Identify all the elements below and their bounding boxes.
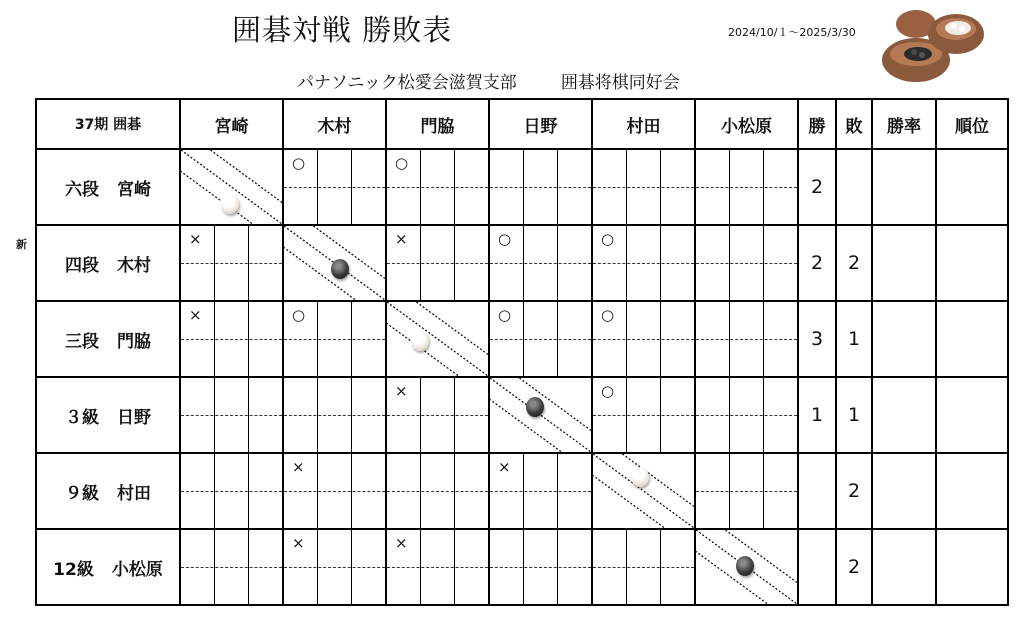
- player-name: 村田: [117, 483, 151, 504]
- game-result-mark: [763, 454, 797, 491]
- diagonal-hatch: [593, 454, 694, 528]
- game-result-mark: [351, 454, 385, 491]
- game-result-mark: [627, 150, 661, 187]
- losses-count: 1: [836, 377, 872, 453]
- game-result-mark: [557, 530, 591, 567]
- game-result-mark: [730, 302, 764, 339]
- game-result-mark: [660, 150, 694, 187]
- season-period: 2024/10/１～2025/3/30: [728, 26, 856, 39]
- game-result-mark: ○: [498, 230, 512, 248]
- game-result-mark: ○: [498, 306, 512, 324]
- self-match-cell: [386, 301, 489, 377]
- game-result-mark: [593, 530, 627, 567]
- game-result-mark: ×: [292, 458, 305, 476]
- game-cell: [283, 529, 386, 605]
- player-name-cell: [36, 529, 180, 605]
- game-result-mark: ×: [395, 230, 408, 248]
- wins-count: [798, 529, 836, 605]
- col-opponent-miyazaki: 宮崎: [180, 99, 283, 149]
- win-rate-value: [872, 453, 936, 529]
- game-result-mark: [660, 378, 694, 415]
- rank-position-value: [936, 529, 1008, 605]
- game-result-mark: [421, 378, 455, 415]
- game-cell: [283, 453, 386, 529]
- game-result-mark: [215, 530, 249, 567]
- black-stone-icon: [331, 259, 349, 279]
- rank-position-value: [936, 301, 1008, 377]
- white-stone-icon: [631, 467, 649, 487]
- game-cell: [695, 453, 798, 529]
- game-result-mark: [181, 454, 215, 491]
- col-position: 順位: [936, 99, 1008, 149]
- game-result-mark: [248, 530, 282, 567]
- group-name: 囲碁将棋同好会: [560, 73, 680, 93]
- game-result-mark: [454, 378, 488, 415]
- diagonal-hatch: [490, 378, 591, 452]
- new-member-note: 新: [16, 238, 27, 251]
- game-cell: [386, 149, 489, 225]
- game-cell: [489, 301, 592, 377]
- col-opponent-hino: 日野: [489, 99, 592, 149]
- game-result-mark: [627, 226, 661, 263]
- game-result-mark: [181, 378, 215, 415]
- win-rate-value: [872, 301, 936, 377]
- game-result-mark: [730, 226, 764, 263]
- player-rank: 六段: [65, 179, 99, 200]
- game-cell: [180, 225, 283, 301]
- game-result-mark: ×: [395, 382, 408, 400]
- game-result-mark: [248, 454, 282, 491]
- player-name: 門脇: [117, 331, 151, 352]
- player-name-cell: [36, 225, 180, 301]
- game-cell: [489, 149, 592, 225]
- game-result-mark: [318, 150, 352, 187]
- self-match-cell: [180, 149, 283, 225]
- game-result-mark: ○: [601, 230, 615, 248]
- player-name-cell: [36, 301, 180, 377]
- rank-position-value: [936, 149, 1008, 225]
- game-result-mark: [557, 150, 591, 187]
- game-result-mark: [557, 226, 591, 263]
- game-result-mark: [696, 150, 730, 187]
- white-stone-icon: [411, 331, 429, 351]
- game-result-mark: [763, 226, 797, 263]
- game-cell: [489, 225, 592, 301]
- game-result-mark: [696, 226, 730, 263]
- game-result-mark: [696, 454, 730, 491]
- game-result-mark: [490, 150, 524, 187]
- page-title: 囲碁対戦 勝敗表: [232, 13, 453, 47]
- player-rank: 三段: [65, 331, 99, 352]
- game-cell: [180, 301, 283, 377]
- game-result-mark: [454, 530, 488, 567]
- game-result-mark: [557, 454, 591, 491]
- wins-count: 2: [798, 225, 836, 301]
- wins-count: [798, 453, 836, 529]
- losses-count: [836, 149, 872, 225]
- game-result-mark: [524, 302, 558, 339]
- player-rank: 四段: [65, 255, 99, 276]
- game-result-mark: [454, 150, 488, 187]
- game-cell: [386, 529, 489, 605]
- game-result-mark: [215, 226, 249, 263]
- game-result-mark: [318, 378, 352, 415]
- game-result-mark: [627, 530, 661, 567]
- player-row: [36, 301, 1008, 377]
- game-result-mark: [524, 226, 558, 263]
- game-cell: [592, 301, 695, 377]
- game-result-mark: [215, 302, 249, 339]
- col-opponent-kadowaki: 門脇: [386, 99, 489, 149]
- game-result-mark: [351, 530, 385, 567]
- game-result-mark: ×: [189, 230, 202, 248]
- win-rate-value: [872, 149, 936, 225]
- game-result-mark: [660, 530, 694, 567]
- game-result-mark: [696, 302, 730, 339]
- game-result-mark: [215, 378, 249, 415]
- player-name-cell: [36, 453, 180, 529]
- player-row: [36, 377, 1008, 453]
- game-result-mark: [660, 226, 694, 263]
- game-result-mark: [421, 530, 455, 567]
- game-cell: [592, 149, 695, 225]
- game-result-mark: [696, 378, 730, 415]
- game-result-mark: [351, 378, 385, 415]
- game-result-mark: [730, 378, 764, 415]
- game-cell: [386, 225, 489, 301]
- game-result-mark: [284, 378, 318, 415]
- game-result-mark: ×: [498, 458, 511, 476]
- game-result-mark: [454, 226, 488, 263]
- wins-count: 3: [798, 301, 836, 377]
- player-rank: ９級: [65, 483, 99, 504]
- self-match-cell: [592, 453, 695, 529]
- game-result-mark: [318, 454, 352, 491]
- game-result-mark: [660, 302, 694, 339]
- header-row: [36, 99, 1008, 149]
- game-cell: [283, 301, 386, 377]
- self-match-cell: [283, 225, 386, 301]
- player-row: [36, 149, 1008, 225]
- game-cell: [592, 377, 695, 453]
- game-result-mark: [318, 530, 352, 567]
- col-wins: 勝: [798, 99, 836, 149]
- game-result-mark: [763, 150, 797, 187]
- game-result-mark: [524, 150, 558, 187]
- game-cell: [180, 377, 283, 453]
- rank-position-value: [936, 453, 1008, 529]
- player-name-cell: [36, 149, 180, 225]
- game-cell: [695, 301, 798, 377]
- club-name: パナソニック松愛会滋賀支部: [297, 73, 517, 93]
- game-result-mark: [730, 150, 764, 187]
- game-result-mark: ○: [395, 154, 409, 172]
- game-result-mark: [627, 302, 661, 339]
- standings-table: [35, 98, 1009, 606]
- self-match-cell: [695, 529, 798, 605]
- player-row: [36, 225, 1008, 301]
- player-row: [36, 529, 1008, 605]
- col-losses: 敗: [836, 99, 872, 149]
- organizer: [297, 68, 680, 93]
- game-result-mark: [524, 454, 558, 491]
- player-rank: ３級: [65, 407, 99, 428]
- col-opponent-murata: 村田: [592, 99, 695, 149]
- game-result-mark: [181, 530, 215, 567]
- game-cell: [592, 225, 695, 301]
- game-cell: [695, 377, 798, 453]
- player-name: 日野: [117, 407, 151, 428]
- game-cell: [489, 453, 592, 529]
- game-cell: [180, 453, 283, 529]
- losses-count: 2: [836, 529, 872, 605]
- player-name: 宮崎: [117, 179, 151, 200]
- game-result-mark: [318, 302, 352, 339]
- game-result-mark: [524, 530, 558, 567]
- game-result-mark: ○: [292, 306, 306, 324]
- game-result-mark: ×: [292, 534, 305, 552]
- game-result-mark: [730, 454, 764, 491]
- wins-count: 1: [798, 377, 836, 453]
- game-result-mark: [763, 302, 797, 339]
- game-result-mark: [248, 302, 282, 339]
- game-cell: [592, 529, 695, 605]
- game-result-mark: [557, 302, 591, 339]
- player-name-cell: [36, 377, 180, 453]
- game-result-mark: [490, 530, 524, 567]
- player-name: 小松原: [111, 559, 163, 580]
- game-result-mark: ○: [601, 306, 615, 324]
- game-result-mark: [421, 454, 455, 491]
- game-result-mark: [248, 226, 282, 263]
- game-result-mark: ○: [601, 382, 615, 400]
- season-label: 37期 囲碁: [36, 99, 180, 149]
- game-result-mark: [351, 150, 385, 187]
- losses-count: 2: [836, 453, 872, 529]
- game-cell: [489, 529, 592, 605]
- losses-count: 2: [836, 225, 872, 301]
- game-cell: [695, 149, 798, 225]
- game-result-mark: ×: [395, 534, 408, 552]
- game-result-mark: [421, 150, 455, 187]
- game-result-mark: [454, 454, 488, 491]
- losses-count: 1: [836, 301, 872, 377]
- game-result-mark: [351, 302, 385, 339]
- player-rank: 12級: [53, 559, 94, 580]
- col-opponent-komatsubara: 小松原: [695, 99, 798, 149]
- game-result-mark: [627, 378, 661, 415]
- col-win-rate: 勝率: [872, 99, 936, 149]
- rank-position-value: [936, 225, 1008, 301]
- player-row: [36, 453, 1008, 529]
- game-cell: [386, 453, 489, 529]
- go-bowls-icon: [878, 4, 988, 84]
- game-result-mark: [421, 226, 455, 263]
- diagonal-hatch: [387, 302, 488, 376]
- wins-count: 2: [798, 149, 836, 225]
- player-name: 木村: [117, 255, 151, 276]
- rank-position-value: [936, 377, 1008, 453]
- game-result-mark: ○: [292, 154, 306, 172]
- col-opponent-kimura: 木村: [283, 99, 386, 149]
- game-result-mark: [593, 150, 627, 187]
- white-stone-icon: [221, 194, 239, 214]
- black-stone-icon: [526, 397, 544, 417]
- win-rate-value: [872, 529, 936, 605]
- game-result-mark: [248, 378, 282, 415]
- game-result-mark: ×: [189, 306, 202, 324]
- game-cell: [386, 377, 489, 453]
- game-result-mark: [387, 454, 421, 491]
- win-rate-value: [872, 225, 936, 301]
- game-cell: [695, 225, 798, 301]
- game-result-mark: [763, 378, 797, 415]
- black-stone-icon: [736, 556, 754, 576]
- game-cell: [283, 149, 386, 225]
- game-result-mark: [215, 454, 249, 491]
- game-cell: [180, 529, 283, 605]
- win-rate-value: [872, 377, 936, 453]
- self-match-cell: [489, 377, 592, 453]
- game-cell: [283, 377, 386, 453]
